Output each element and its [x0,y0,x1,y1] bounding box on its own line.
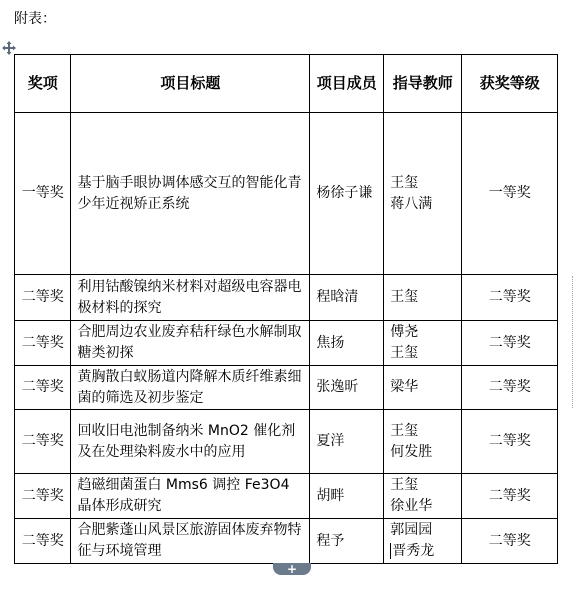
cell-advisors[interactable] [384,366,462,410]
cell-title[interactable]: 合肥紫蓬山风景区旅游固体废弃物特征与环境管理 [71,519,310,564]
cell-title[interactable]: 基于脑手眼协调体感交互的智能化青少年近视矫正系统 [71,113,310,275]
cell-members[interactable]: 张逸昕 [310,366,384,410]
header-level[interactable]: 获奖等级 [462,55,558,113]
table-row [15,113,558,275]
cell-award[interactable]: 二等奖 [15,366,71,410]
cell-award[interactable]: 一等奖 [15,113,71,275]
cell-title[interactable]: 黄胸散白蚁肠道内降解木质纤维素细菌的筛选及初步鉴定 [71,366,310,410]
cell-level[interactable]: 二等奖 [462,366,558,410]
cell-advisors[interactable] [384,519,462,564]
cell-level[interactable]: 二等奖 [462,410,558,474]
cell-advisors[interactable] [384,410,462,474]
advisor-name: 梁华 [390,379,419,395]
table-row [15,474,558,519]
cell-title[interactable]: 回收旧电池制备纳米 MnO2 催化剂及在处理染料废水中的应用 [71,410,310,474]
cell-members[interactable]: 程晗清 [310,275,384,321]
advisor-name: 王玺 [390,174,419,191]
awards-table [14,54,558,564]
cell-members[interactable]: 夏洋 [310,410,384,474]
header-title[interactable]: 项目标题 [71,55,310,113]
advisor-name: 郭园园 [390,522,433,538]
cell-members[interactable]: 程予 [310,519,384,564]
cell-title[interactable]: 趋磁细菌蛋白 Mms6 调控 Fe3O4 晶体形成研究 [71,474,310,519]
header-members[interactable]: 项目成员 [310,55,384,113]
plus-icon: + [286,562,298,576]
advisor-name-text: 晋秀龙 [392,543,435,559]
table-row [15,519,558,564]
advisor-name: 徐业华 [390,498,433,514]
advisor-name: 王玺 [390,289,419,305]
cell-advisors[interactable] [384,275,462,321]
cell-award[interactable]: 二等奖 [15,410,71,474]
advisor-name: 王玺 [390,477,419,493]
cell-level[interactable]: 二等奖 [462,474,558,519]
cell-level[interactable]: 二等奖 [462,275,558,321]
cell-members[interactable]: 胡畔 [310,474,384,519]
cell-award[interactable]: 二等奖 [15,519,71,564]
advisor-name [390,541,455,562]
cell-level[interactable]: 二等奖 [462,321,558,366]
cell-advisors[interactable] [384,113,462,275]
table-row [15,275,558,321]
row-boundary-marker [566,276,573,408]
advisor-name: 王玺 [390,345,419,361]
table-row [15,410,558,474]
advisor-name: 傅尧 [390,324,419,340]
header-award[interactable]: 奖项 [15,55,71,113]
cell-advisors[interactable] [384,321,462,366]
cell-members[interactable]: 焦扬 [310,321,384,366]
cell-level[interactable]: 一等奖 [462,113,558,275]
cell-advisors[interactable] [384,474,462,519]
cell-members[interactable]: 杨徐子谦 [310,113,384,275]
advisor-name: 蒋八满 [390,195,433,212]
advisor-name: 王玺 [390,422,419,439]
table-row [15,321,558,366]
table-header-row [15,55,558,113]
cell-level[interactable]: 二等奖 [462,519,558,564]
table-row [15,366,558,410]
add-row-button[interactable] [273,563,311,575]
cell-award[interactable]: 二等奖 [15,474,71,519]
cell-title[interactable]: 利用钴酸镍纳米材料对超级电容器电极材料的探究 [71,275,310,321]
advisor-name: 何发胜 [390,443,433,460]
cell-title[interactable]: 合肥周边农业废弃秸秆绿色水解制取糖类初探 [71,321,310,366]
header-advisors[interactable]: 指导教师 [384,55,462,113]
table-caption: 附表： [14,11,56,27]
cell-award[interactable]: 二等奖 [15,275,71,321]
cell-award[interactable]: 二等奖 [15,321,71,366]
